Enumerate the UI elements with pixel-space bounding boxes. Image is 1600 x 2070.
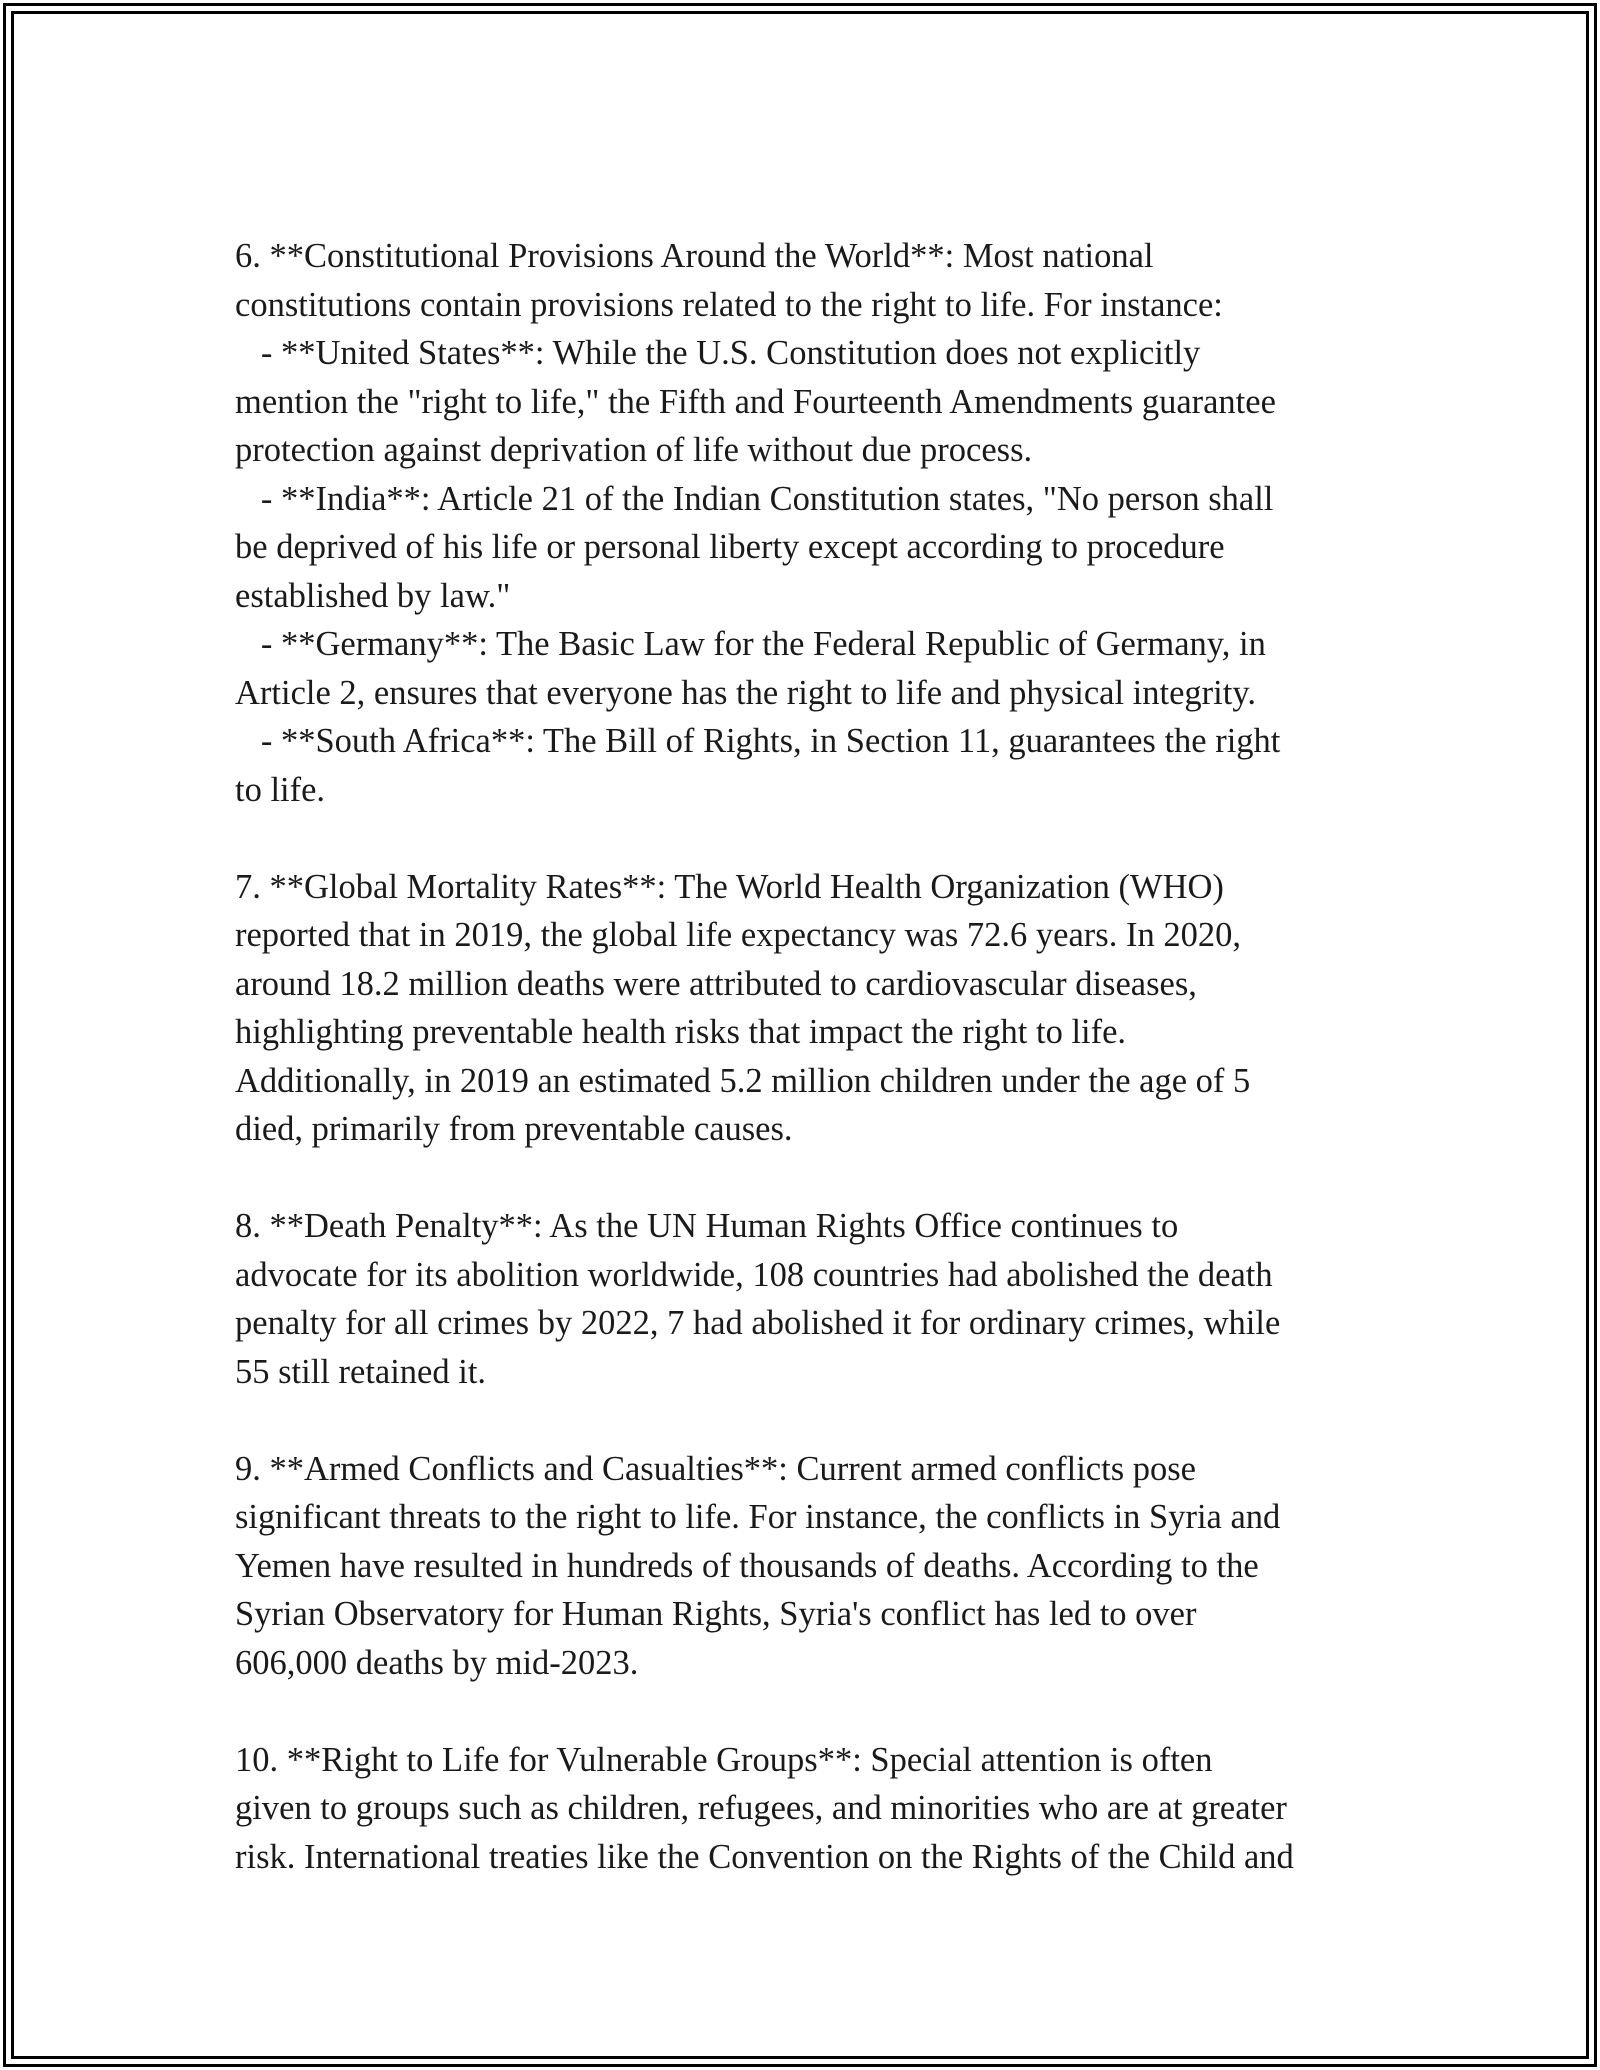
text-line: mention the "right to life," the Fifth and Fourteenth Amendments guarantee <box>235 382 1276 421</box>
text-line: Syrian Observatory for Human Rights, Syria's conflict has led to over <box>235 1595 1197 1633</box>
text-line: constitutions contain provisions related to the right to life. For instance: <box>235 285 1223 324</box>
text-line: be deprived of his life or personal liberty except according to procedure <box>235 528 1225 566</box>
text-line: protection against deprivation of life without due process. <box>235 431 1033 469</box>
text-line: around 18.2 million deaths were attributed to cardiovascular diseases, <box>235 964 1197 1003</box>
text-line: established by law." <box>235 576 511 615</box>
text-line: advocate for its abolition worldwide, 108 countries had abolished the death <box>235 1255 1273 1294</box>
text-line: 55 still retained it. <box>235 1352 487 1391</box>
text-line: 8. **Death Penalty**: As the UN Human Rights Office continues to <box>235 1207 1179 1245</box>
paragraph-gap <box>235 1396 1370 1445</box>
text-line: highlighting preventable health risks that impact the right to life. <box>235 1013 1127 1051</box>
text-line: 606,000 deaths by mid-2023. <box>235 1643 639 1682</box>
text-line: - **United States**: While the U.S. Constitution does not explicitly <box>235 334 1201 372</box>
text-line: - **India**: Article 21 of the Indian Constitution states, "No person shall <box>235 479 1274 518</box>
paragraph-gap <box>235 1154 1370 1203</box>
paragraph-gap <box>235 814 1370 863</box>
text-line: Additionally, in 2019 an estimated 5.2 million children under the age of 5 <box>235 1061 1251 1100</box>
document-body <box>235 232 1370 1881</box>
text-line: - **South Africa**: The Bill of Rights, in Section 11, guarantees the right <box>235 722 1281 760</box>
text-line: 6. **Constitutional Provisions Around the World**: Most national <box>235 237 1154 275</box>
text-line: reported that in 2019, the global life expectancy was 72.6 years. In 2020, <box>235 916 1241 954</box>
paragraph-gap <box>235 1687 1370 1736</box>
text-line: - **Germany**: The Basic Law for the Federal Republic of Germany, in <box>235 625 1266 663</box>
text-line: 9. **Armed Conflicts and Casualties**: Current armed conflicts pose <box>235 1449 1196 1488</box>
text-line: 7. **Global Mortality Rates**: The World Health Organization (WHO) <box>235 867 1224 906</box>
text-line: risk. International treaties like the Convention on the Rights of the Child and <box>235 1837 1294 1876</box>
text-line: Yemen have resulted in hundreds of thousands of deaths. According to the <box>235 1546 1259 1585</box>
text-line: to life. <box>235 770 326 809</box>
text-line: died, primarily from preventable causes. <box>235 1110 793 1148</box>
text-line: 10. **Right to Life for Vulnerable Groups**: Special attention is often <box>235 1740 1213 1779</box>
text-line: given to groups such as children, refugees, and minorities who are at greater <box>235 1789 1287 1827</box>
text-line: penalty for all crimes by 2022, 7 had abolished it for ordinary crimes, while <box>235 1304 1281 1342</box>
text-line: Article 2, ensures that everyone has the right to life and physical integrity. <box>235 673 1256 712</box>
text-line: significant threats to the right to life. For instance, the conflicts in Syria and <box>235 1498 1281 1536</box>
